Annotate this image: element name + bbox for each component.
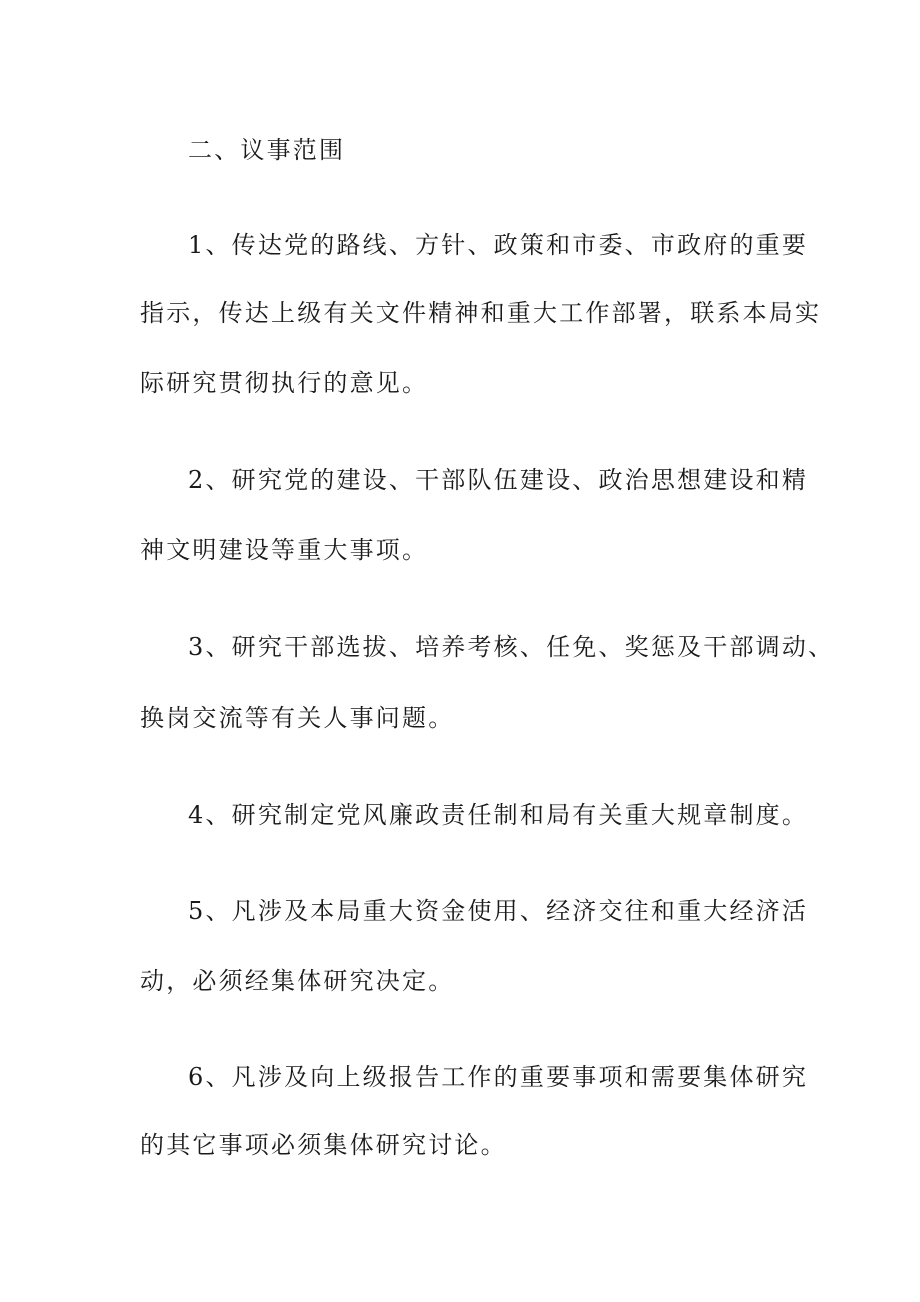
- item-1-line-2: 指示，传达上级有关文件精神和重大工作部署，联系本局实: [140, 299, 822, 327]
- item-6-line-2: 的其它事项必须集体研究讨论。: [140, 1131, 507, 1159]
- item-1-line-1: 1、传达党的路线、方针、政策和市委、市政府的重要: [188, 231, 809, 259]
- item-3-line-2: 换岗交流等有关人事问题。: [140, 704, 455, 732]
- item-1-line-3: 际研究贯彻执行的意见。: [140, 369, 429, 397]
- item-2-line-2: 神文明建设等重大事项。: [140, 536, 429, 564]
- item-3-line-1: 3、研究干部选拔、培养考核、任免、奖惩及干部调动、: [188, 633, 835, 661]
- item-6-line-1: 6、凡涉及向上级报告工作的重要事项和需要集体研究: [188, 1063, 809, 1091]
- item-2-line-1: 2、研究党的建设、干部队伍建设、政治思想建设和精: [188, 466, 809, 494]
- item-5-line-2: 动，必须经集体研究决定。: [140, 967, 455, 995]
- section-heading: 二、议事范围: [188, 136, 346, 164]
- item-4-line-1: 4、研究制定党风廉政责任制和局有关重大规章制度。: [188, 801, 809, 829]
- item-5-line-1: 5、凡涉及本局重大资金使用、经济交往和重大经济活: [188, 897, 809, 925]
